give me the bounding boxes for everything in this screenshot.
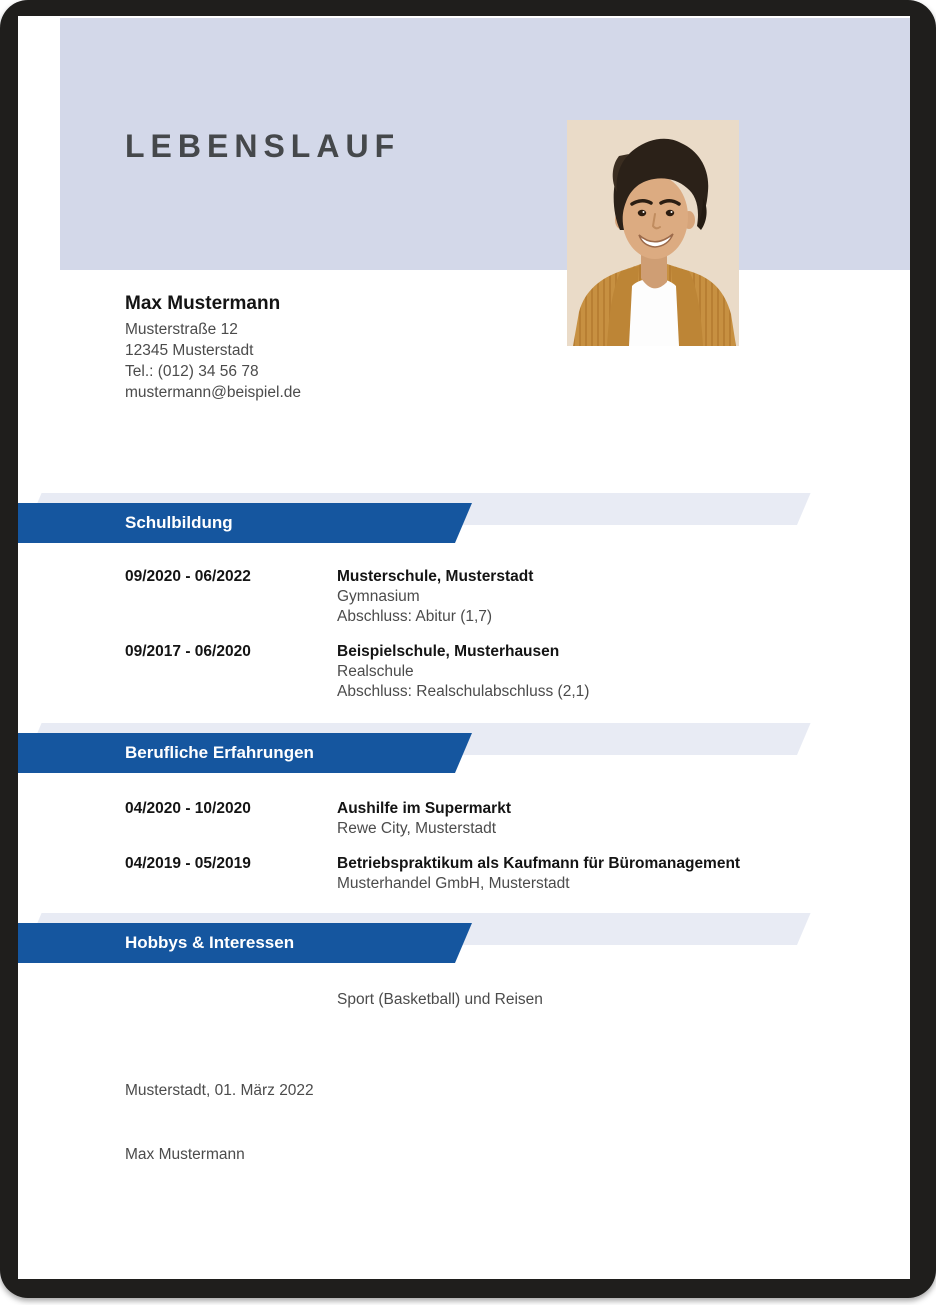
table-row <box>125 567 589 627</box>
contact-street: Musterstraße 12 <box>125 321 238 338</box>
entry-period: 09/2020 - 06/2022 <box>125 568 251 585</box>
cv-page <box>18 16 910 1279</box>
table-row <box>125 854 740 894</box>
entry-title: Betriebspraktikum als Kaufmann für Büromanagement <box>337 855 741 872</box>
entry-detail: Abschluss: Realschulabschluss (2,1) <box>337 683 590 700</box>
contact-email: mustermann@beispiel.de <box>125 384 301 401</box>
section-label-berufliche-erfahrungen: Berufliche Erfahrungen <box>125 743 314 762</box>
entry-detail: Rewe City, Musterstadt <box>337 820 497 837</box>
profile-photo <box>567 120 739 346</box>
entry-title: Beispielschule, Musterhausen <box>337 643 560 660</box>
entry-period: 04/2019 - 05/2019 <box>125 855 251 872</box>
entry-period: 04/2020 - 10/2020 <box>125 800 251 817</box>
entry-period: 09/2017 - 06/2020 <box>125 643 251 660</box>
entry-body <box>337 567 533 627</box>
contact-city: 12345 Musterstadt <box>125 342 254 359</box>
tshirt <box>629 279 679 347</box>
section-label-schulbildung: Schulbildung <box>125 513 233 532</box>
contact-name: Max Mustermann <box>125 293 281 314</box>
entry-detail: Gymnasium <box>337 588 420 605</box>
entry-detail: Abschluss: Abitur (1,7) <box>337 608 493 625</box>
section-label-hobbys-interessen: Hobbys & Interessen <box>125 933 295 952</box>
entry-body <box>337 799 511 839</box>
entry-title: Musterschule, Musterstadt <box>337 568 534 585</box>
contact-block <box>125 293 301 403</box>
experience-rows <box>125 799 740 909</box>
entry-body <box>337 642 589 702</box>
entry-detail: Realschule <box>337 663 414 680</box>
section-banner <box>18 503 472 543</box>
eye-right <box>666 210 674 216</box>
eye-left <box>638 210 646 216</box>
page-title: LEBENSLAUF <box>125 128 401 164</box>
entry-body <box>337 854 740 894</box>
education-rows <box>125 567 589 717</box>
table-row <box>125 799 740 839</box>
eye-glint-left <box>643 211 645 213</box>
contact-phone: Tel.: (012) 34 56 78 <box>125 363 259 380</box>
profile-photo-illustration <box>567 120 739 346</box>
eye-glint-right <box>671 211 673 213</box>
closing-place-date: Musterstadt, 01. März 2022 <box>125 1082 314 1099</box>
signature-name: Max Mustermann <box>125 1146 245 1163</box>
entry-title: Aushilfe im Supermarkt <box>337 800 511 817</box>
hobby-text: Sport (Basketball) und Reisen <box>337 991 543 1008</box>
table-row <box>125 642 589 702</box>
entry-detail: Musterhandel GmbH, Musterstadt <box>337 875 570 892</box>
